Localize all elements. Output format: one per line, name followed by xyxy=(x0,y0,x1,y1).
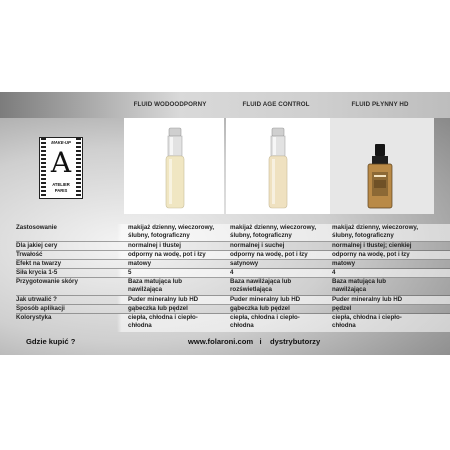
comparison-table xyxy=(0,224,450,332)
logo-letter: A xyxy=(50,146,72,179)
row-value-2: Puder mineralny lub HD xyxy=(230,296,301,303)
comparison-panel xyxy=(0,92,450,355)
where-to-buy-label: Gdzie kupić ? xyxy=(26,337,76,346)
row-label: Dla jakiej cery xyxy=(16,242,58,249)
fluid-age-control-bottle xyxy=(263,126,293,212)
table-row xyxy=(0,296,450,305)
row-value-3: ciepła, chłodna i ciepło- chłodna xyxy=(332,314,402,329)
row-label: Siła krycia 1-5 xyxy=(16,269,58,276)
table-row xyxy=(0,305,450,314)
row-label: Sposób aplikacji xyxy=(16,305,65,312)
row-value-1: makijaż dzienny, wieczorowy, ślubny, fotograficzny xyxy=(128,224,215,239)
logo-top-text: MAKE-UP xyxy=(51,140,71,145)
row-value-2: makijaż dzienny, wieczorowy, ślubny, fotograficzny xyxy=(230,224,317,239)
make-up-atelier-paris-logo xyxy=(39,137,83,199)
row-value-3: makijaż dzienny, wieczorowy, ślubny, fotograficzny xyxy=(332,224,419,239)
film-strip-right xyxy=(76,138,81,198)
row-value-3: pędzel xyxy=(332,305,352,312)
row-value-1: 5 xyxy=(128,269,132,276)
row-label: Zastosowanie xyxy=(16,224,57,231)
column-header-waterproof: FLUID WODOODPORNY xyxy=(133,101,207,108)
table-row xyxy=(0,314,450,332)
table-row xyxy=(0,224,450,242)
logo-line-2: PARIS xyxy=(54,188,68,193)
row-value-2: odporny na wodę, pot i łzy xyxy=(230,251,308,258)
row-value-1: Baza matująca lub nawilżająca xyxy=(128,278,182,293)
website-link[interactable]: www.folaroni.com i dystrybutorzy xyxy=(188,337,321,346)
row-value-2: satynowy xyxy=(230,260,259,267)
row-value-2: normalnej i suchej xyxy=(230,242,285,249)
row-value-2: Baza nawilżająca lub rozświetlająca xyxy=(230,278,292,293)
row-value-3: normalnej i tłustej; cienkiej xyxy=(332,242,412,249)
row-value-1: gąbeczka lub pędzel xyxy=(128,305,188,312)
row-value-2: ciepła, chłodna i ciepło- chłodna xyxy=(230,314,300,329)
table-row xyxy=(0,269,450,278)
row-label: Przygotowanie skóry xyxy=(16,278,78,285)
row-value-3: matowy xyxy=(332,260,356,267)
row-label: Efekt na twarzy xyxy=(16,260,62,267)
table-row xyxy=(0,260,450,269)
row-value-3: 4 xyxy=(332,269,336,276)
row-value-2: 4 xyxy=(230,269,234,276)
column-header-age-control: FLUID AGE CONTROL xyxy=(242,101,310,108)
row-label: Kolorystyka xyxy=(16,314,52,321)
row-value-2: gąbeczka lub pędzel xyxy=(230,305,290,312)
column-header-band xyxy=(0,92,450,118)
film-strip-left xyxy=(41,138,46,198)
fluid-liquid-hd-bottle xyxy=(364,142,396,212)
row-label: Jak utrwalić ? xyxy=(16,296,57,303)
logo-line-1: ATELIER xyxy=(52,182,70,187)
row-value-3: odporny na wodę, pot i łzy xyxy=(332,251,410,258)
row-value-3: Puder mineralny lub HD xyxy=(332,296,403,303)
table-row xyxy=(0,242,450,251)
table-row xyxy=(0,278,450,296)
column-header-liquid-hd: FLUID PŁYNNY HD xyxy=(351,101,409,108)
row-value-1: ciepła, chłodna i ciepło- chłodna xyxy=(128,314,198,329)
fluid-waterproof-bottle xyxy=(160,126,190,212)
row-label: Trwałość xyxy=(16,251,43,258)
row-value-3: Baza matująca lub nawilżająca xyxy=(332,278,386,293)
row-value-1: matowy xyxy=(128,260,152,267)
row-value-1: Puder mineralny lub HD xyxy=(128,296,199,303)
row-value-1: normalnej i tłustej xyxy=(128,242,181,249)
table-row xyxy=(0,251,450,260)
row-value-1: odporny na wodę, pot i łzy xyxy=(128,251,206,258)
